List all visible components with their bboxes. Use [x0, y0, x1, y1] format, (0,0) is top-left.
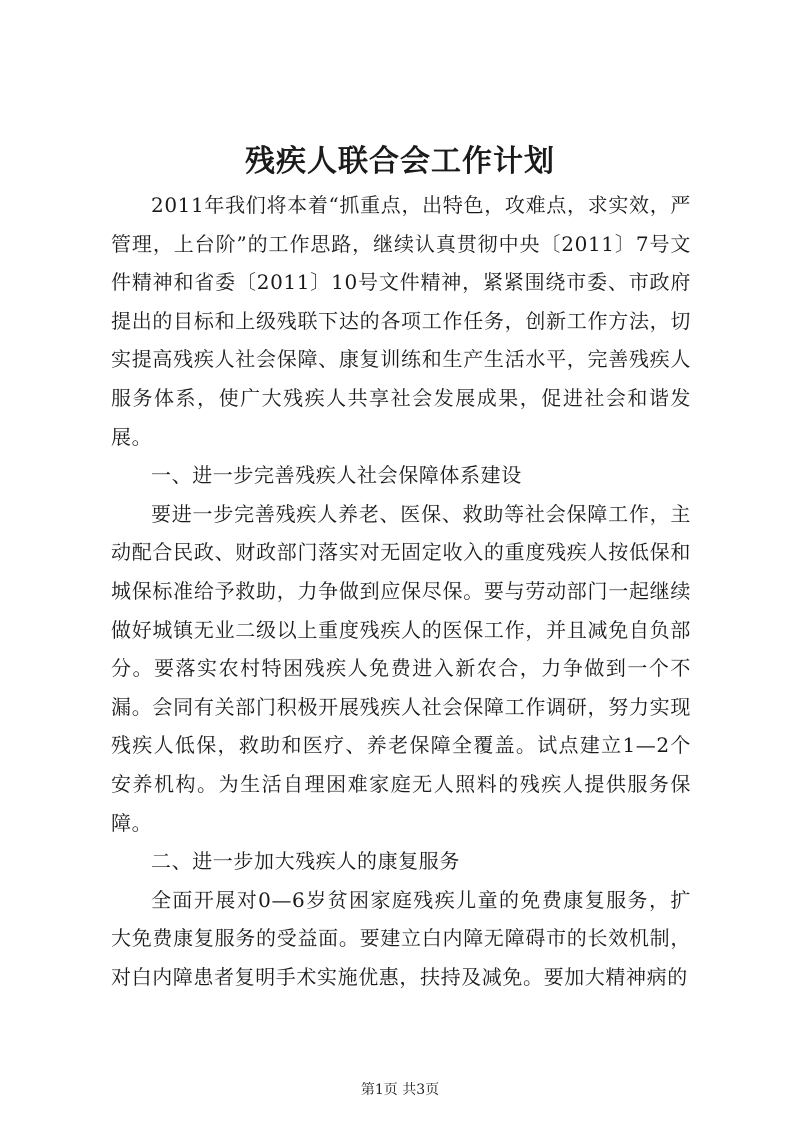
section-1-paragraph: 要进一步完善残疾人养老、医保、救助等社会保障工作，主动配合民政、财政部门落实对无固定收入的重度残疾人按低保和城保标准给予救助，力争做到应保尽保。要与劳动部门一起继续做好城镇无业二级以上重度残疾人的医保工作，并且减免自负部分。要落实农村特困残疾人免费进入新农合，力争做到一个不漏。会同有关部门积极开展残疾人社会保障工作调研，努力实现残疾人低保，救助和医疗、养老保障全覆盖。试点建立1—2个安养机构。为生活自理困难家庭无人照料的残疾人提供服务保障。	[111, 501, 691, 835]
document-title: 残疾人联合会工作计划	[245, 144, 555, 179]
document-body	[111, 186, 691, 996]
section-2-paragraph: 全面开展对0—6岁贫困家庭残疾儿童的免费康复服务，扩大免费康复服务的受益面。要建立白内障无障碍市的长效机制，对白内障患者复明手术实施优惠，扶持及减免。要加大精神病的	[111, 887, 691, 989]
section-heading-2: 二、进一步加大残疾人的康复服务	[151, 849, 460, 874]
intro-paragraph: 2011年我们将本着“抓重点，出特色，攻难点，求实效，严管理，上台阶”的工作思路，继续认真贯彻中央〔2011〕7号文件精神和省委〔2011〕10号文件精神，紧紧围绕市委、市政府提出的目标和上级残联下达的各项工作任务，创新工作方法，切实提高残疾人社会保障、康复训练和生产生活水平，完善残疾人服务体系，使广大残疾人共享社会发展成果，促进社会和谐发展。	[111, 193, 691, 449]
page-number-footer: 第1页 共3页	[360, 1082, 440, 1098]
section-heading-1: 一、进一步完善残疾人社会保障体系建设	[151, 463, 522, 488]
